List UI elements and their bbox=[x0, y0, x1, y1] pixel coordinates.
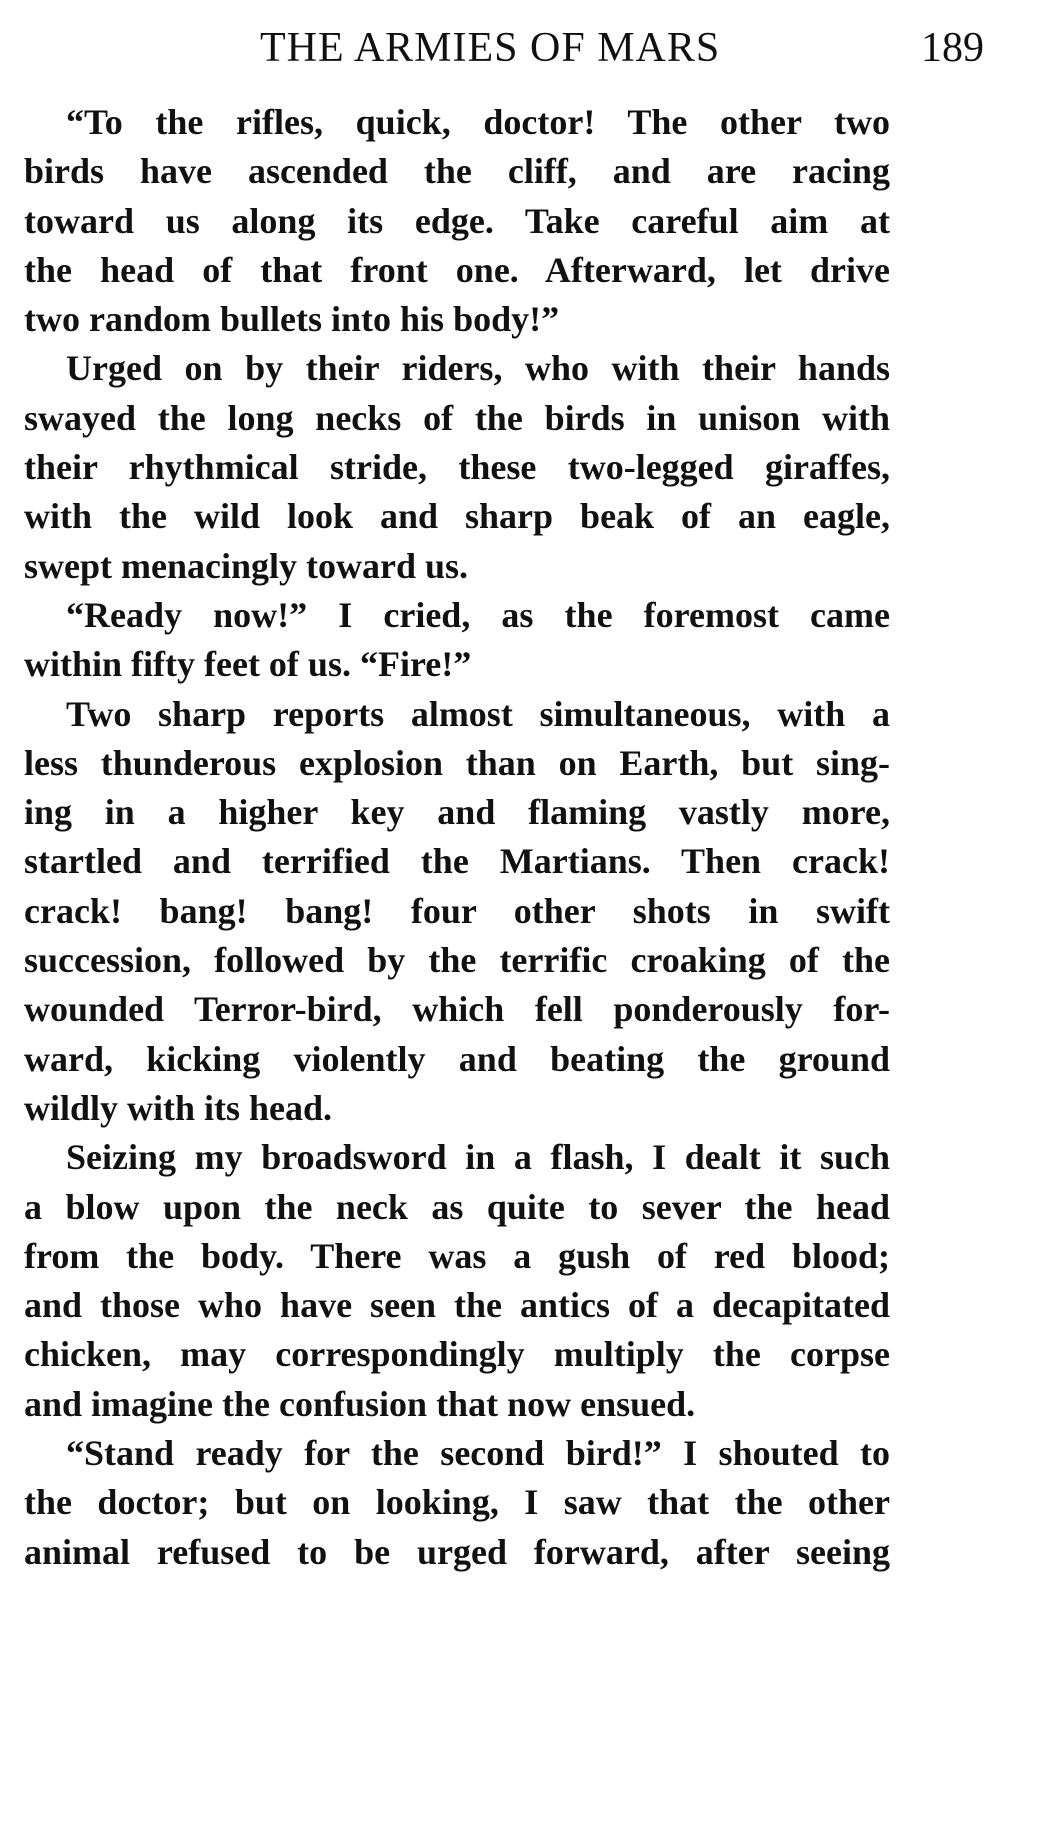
text-line: Urged on by their riders, who with their hands bbox=[66, 348, 890, 389]
text-line: with the wild look and sharp beak of an eagle, bbox=[24, 496, 890, 537]
text-line: “To the rifles, quick, doctor! The other two bbox=[66, 102, 890, 142]
text-line: ward, kicking violently and beating the ground bbox=[24, 1038, 890, 1079]
body-text bbox=[24, 98, 890, 1577]
text-line: swayed the long necks of the birds in unison with bbox=[24, 397, 890, 438]
text-line: wounded Terror-bird, which fell ponderously for- bbox=[24, 989, 890, 1030]
text-line: less thunderous explosion than on Earth, but sing- bbox=[24, 742, 890, 783]
text-line: toward us along its edge. Take careful aim at bbox=[24, 200, 890, 241]
text-line: and those who have seen the antics of a decapitated bbox=[24, 1285, 890, 1326]
text-line: Two sharp reports almost simultaneous, with a bbox=[66, 693, 890, 734]
text-line: two random bullets into his body!” bbox=[24, 299, 560, 340]
text-line: the doctor; but on looking, I saw that the other bbox=[24, 1482, 890, 1523]
text-line: ing in a higher key and flaming vastly more, bbox=[24, 792, 890, 833]
text-line: crack! bang! bang! four other shots in swift bbox=[24, 890, 890, 931]
text-line: chicken, may correspondingly multiply the corpse bbox=[24, 1334, 890, 1375]
text-line: “Stand ready for the second bird!” I shouted to bbox=[66, 1433, 890, 1474]
text-line: a blow upon the neck as quite to sever the head bbox=[24, 1186, 890, 1227]
text-line: wildly with its head. bbox=[24, 1087, 333, 1128]
text-line: their rhythmical stride, these two-legged giraffes, bbox=[24, 447, 890, 488]
running-title: THE ARMIES OF MARS bbox=[260, 25, 721, 71]
text-line: succession, followed by the terrific croaking of the bbox=[24, 940, 890, 981]
text-line: swept menacingly toward us. bbox=[24, 545, 469, 586]
text-line: from the body. There was a gush of red blood; bbox=[24, 1235, 890, 1276]
text-line: the head of that front one. Afterward, let drive bbox=[24, 249, 890, 290]
text-line: within fifty feet of us. “Fire!” bbox=[24, 644, 472, 685]
running-head bbox=[30, 18, 1034, 78]
page-number: 189 bbox=[921, 25, 984, 71]
text-line: birds have ascended the cliff, and are racing bbox=[24, 151, 890, 192]
text-line: startled and terrified the Martians. Then crack! bbox=[24, 841, 890, 882]
text-line: and imagine the confusion that now ensued. bbox=[24, 1383, 696, 1424]
text-line: animal refused to be urged forward, after seeing bbox=[24, 1531, 890, 1572]
text-line: Seizing my broadsword in a flash, I dealt it such bbox=[66, 1137, 890, 1178]
text-line: “Ready now!” I cried, as the foremost came bbox=[66, 594, 890, 635]
